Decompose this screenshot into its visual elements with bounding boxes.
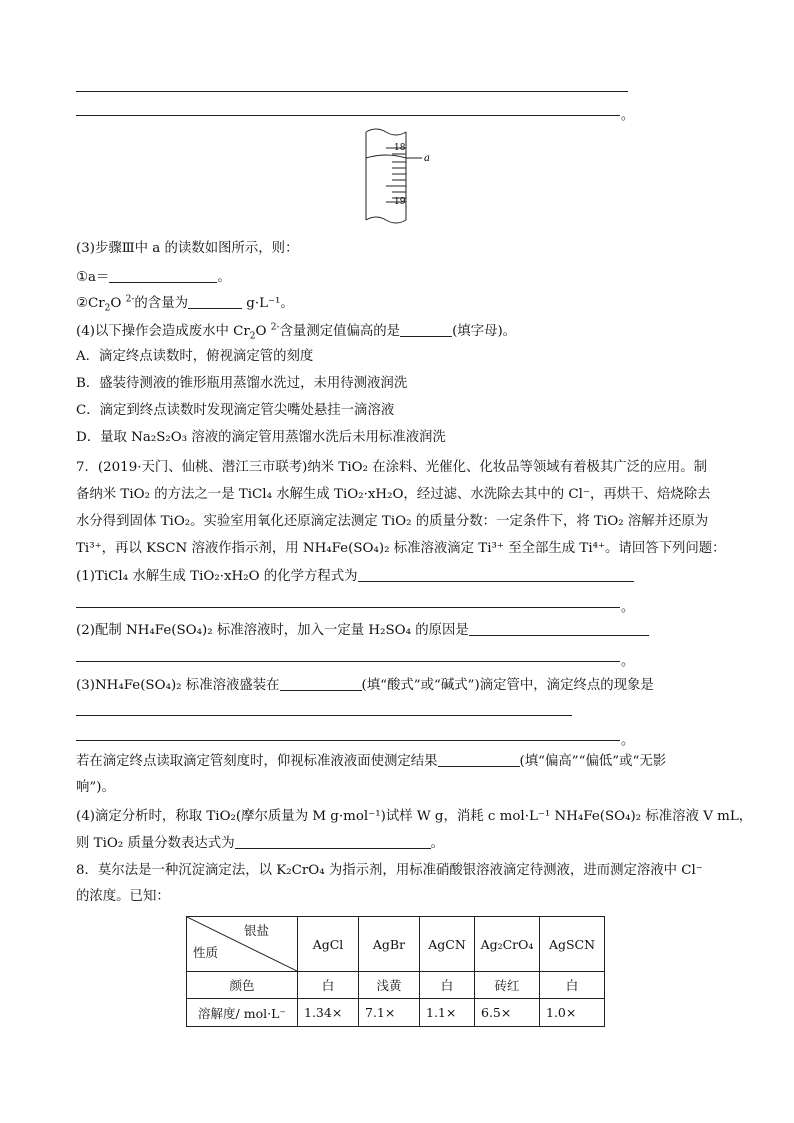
answer-blank[interactable] xyxy=(280,676,362,691)
answer-blank[interactable] xyxy=(109,268,217,283)
table-cell: 1.0× xyxy=(540,999,605,1027)
q7-part2: (2)配制 NH₄Fe(SO₄)₂ 标准溶液时，加入一定量 H₂SO₄ 的原因是 xyxy=(76,621,649,640)
q4-heading: (4)以下操作会造成废水中 $Cr_2O$ $^{2-}$含量测定值偏高的是 (填字母)。 xyxy=(76,322,517,342)
answer-blank[interactable] xyxy=(188,294,242,309)
column-header: AgCl xyxy=(298,917,359,972)
table-cell: 1.1× xyxy=(420,999,475,1027)
answer-line xyxy=(76,115,620,116)
column-header: AgSCN xyxy=(540,917,605,972)
table-cell: 7.1× xyxy=(359,999,420,1027)
marker-a: a xyxy=(424,153,430,164)
table-corner-cell xyxy=(187,917,298,972)
burette-figure xyxy=(360,128,440,228)
column-header: Ag₂CrO₄ xyxy=(475,917,540,972)
q7-part3-cont: 若在滴定终点读取滴定管刻度时，仰视标准液液面使测定结果 (填“偏高”“偏低”或“无影 xyxy=(76,754,667,769)
period: 。 xyxy=(621,733,635,748)
q4-option-d: D．量取 Na₂S₂O₃ 溶液的滴定管用蒸馏水洗后未用标准液润洗 xyxy=(76,430,446,445)
answer-blank[interactable] xyxy=(400,322,452,337)
table-cell: 浅黄 xyxy=(359,972,420,999)
table-row xyxy=(187,972,605,999)
corner-top-label: 银盐 xyxy=(243,923,269,938)
answer-blank[interactable] xyxy=(469,621,649,636)
row-label: 颜色 xyxy=(187,972,298,999)
q3-item2: $②Cr_2O$ $^{2-}$的含量为 g·L⁻¹。 xyxy=(76,294,294,314)
q7-part3-cont: 响”)。 xyxy=(76,780,115,795)
q7-text: 备纳米 TiO₂ 的方法之一是 TiCl₄ 水解生成 TiO₂·xH₂O，经过滤、水洗除去其中的 Cl⁻，再烘干、焙烧除去 xyxy=(76,487,711,502)
table-cell: 白 xyxy=(420,972,475,999)
table-cell: 砖红 xyxy=(475,972,540,999)
table-cell: 6.5× xyxy=(475,999,540,1027)
period: 。 xyxy=(621,654,635,669)
q7-part4-cont: 则 TiO₂ 质量分数表达式为 。 xyxy=(76,836,444,851)
column-header: AgCN xyxy=(420,917,475,972)
answer-blank[interactable] xyxy=(438,752,520,767)
q7-part1: (1)TiCl₄ 水解生成 TiO₂·xH₂O 的化学方程式为 xyxy=(76,567,634,586)
period: 。 xyxy=(621,108,635,123)
answer-line xyxy=(76,661,620,662)
table-cell: 1.34× xyxy=(298,999,359,1027)
tick-18: 18 xyxy=(394,143,406,153)
q3-heading: (3)步骤Ⅲ中 a 的读数如图所示，则： xyxy=(76,241,299,256)
q8-text: 的浓度。已知： xyxy=(76,889,170,904)
table-row xyxy=(187,999,605,1027)
q7-text: Ti³⁺，再以 KSCN 溶液作指示剂，用 NH₄Fe(SO₄)₂ 标准溶液滴定 Ti³⁺ 至全部生成 Ti⁴⁺。请回答下列问题： xyxy=(76,541,726,556)
period: 。 xyxy=(621,600,635,615)
answer-blank[interactable] xyxy=(358,567,634,582)
answer-line xyxy=(76,740,620,741)
q4-option-a: A．滴定终点读数时，俯视滴定管的刻度 xyxy=(76,349,314,364)
answer-blank[interactable] xyxy=(235,834,431,849)
corner-bottom-label: 性质 xyxy=(193,945,219,960)
q7-text: 7．(2019·天门、仙桃、潜江三市联考)纳米 TiO₂ 在涂料、光催化、化妆品等领域有着极其广泛的应用。制 xyxy=(76,460,707,475)
tick-19: 19 xyxy=(394,197,406,207)
column-header: AgBr xyxy=(359,917,420,972)
q7-text: 水分得到固体 TiO₂。实验室用氧化还原滴定法测定 TiO₂ 的质量分数：一定条件下，将 TiO₂ 溶解并还原为 xyxy=(76,514,709,529)
q4-option-c: C．滴定到终点读数时发现滴定管尖嘴处悬挂一滴溶液 xyxy=(76,403,395,418)
q8-text: 8．莫尔法是一种沉淀滴定法，以 K₂CrO₄ 为指示剂，用标准硝酸银溶液滴定待测液，进而测定溶液中 Cl⁻ xyxy=(76,863,703,878)
table-cell: 白 xyxy=(540,972,605,999)
answer-line xyxy=(76,91,628,92)
silver-salt-table xyxy=(186,916,605,1027)
q7-part3: (3)NH₄Fe(SO₄)₂ 标准溶液盛装在 (填“酸式”或“碱式”)滴定管中，滴定终点的现象是 xyxy=(76,678,654,693)
q4-option-b: B．盛装待测液的锥形瓶用蒸馏水洗过，未用待测液润洗 xyxy=(76,376,408,391)
q7-part4: (4)滴定分析时，称取 TiO₂(摩尔质量为 M g·mol⁻¹)试样 W g，消耗 c mol·L⁻¹ NH₄Fe(SO₄)₂ 标准溶液 V mL， xyxy=(76,809,753,824)
answer-line xyxy=(76,607,620,608)
row-label: 溶解度/ mol·L⁻ xyxy=(187,999,298,1027)
table-cell: 白 xyxy=(298,972,359,999)
q3-item1: ①a＝ 。 xyxy=(76,270,231,285)
answer-line xyxy=(76,715,572,716)
